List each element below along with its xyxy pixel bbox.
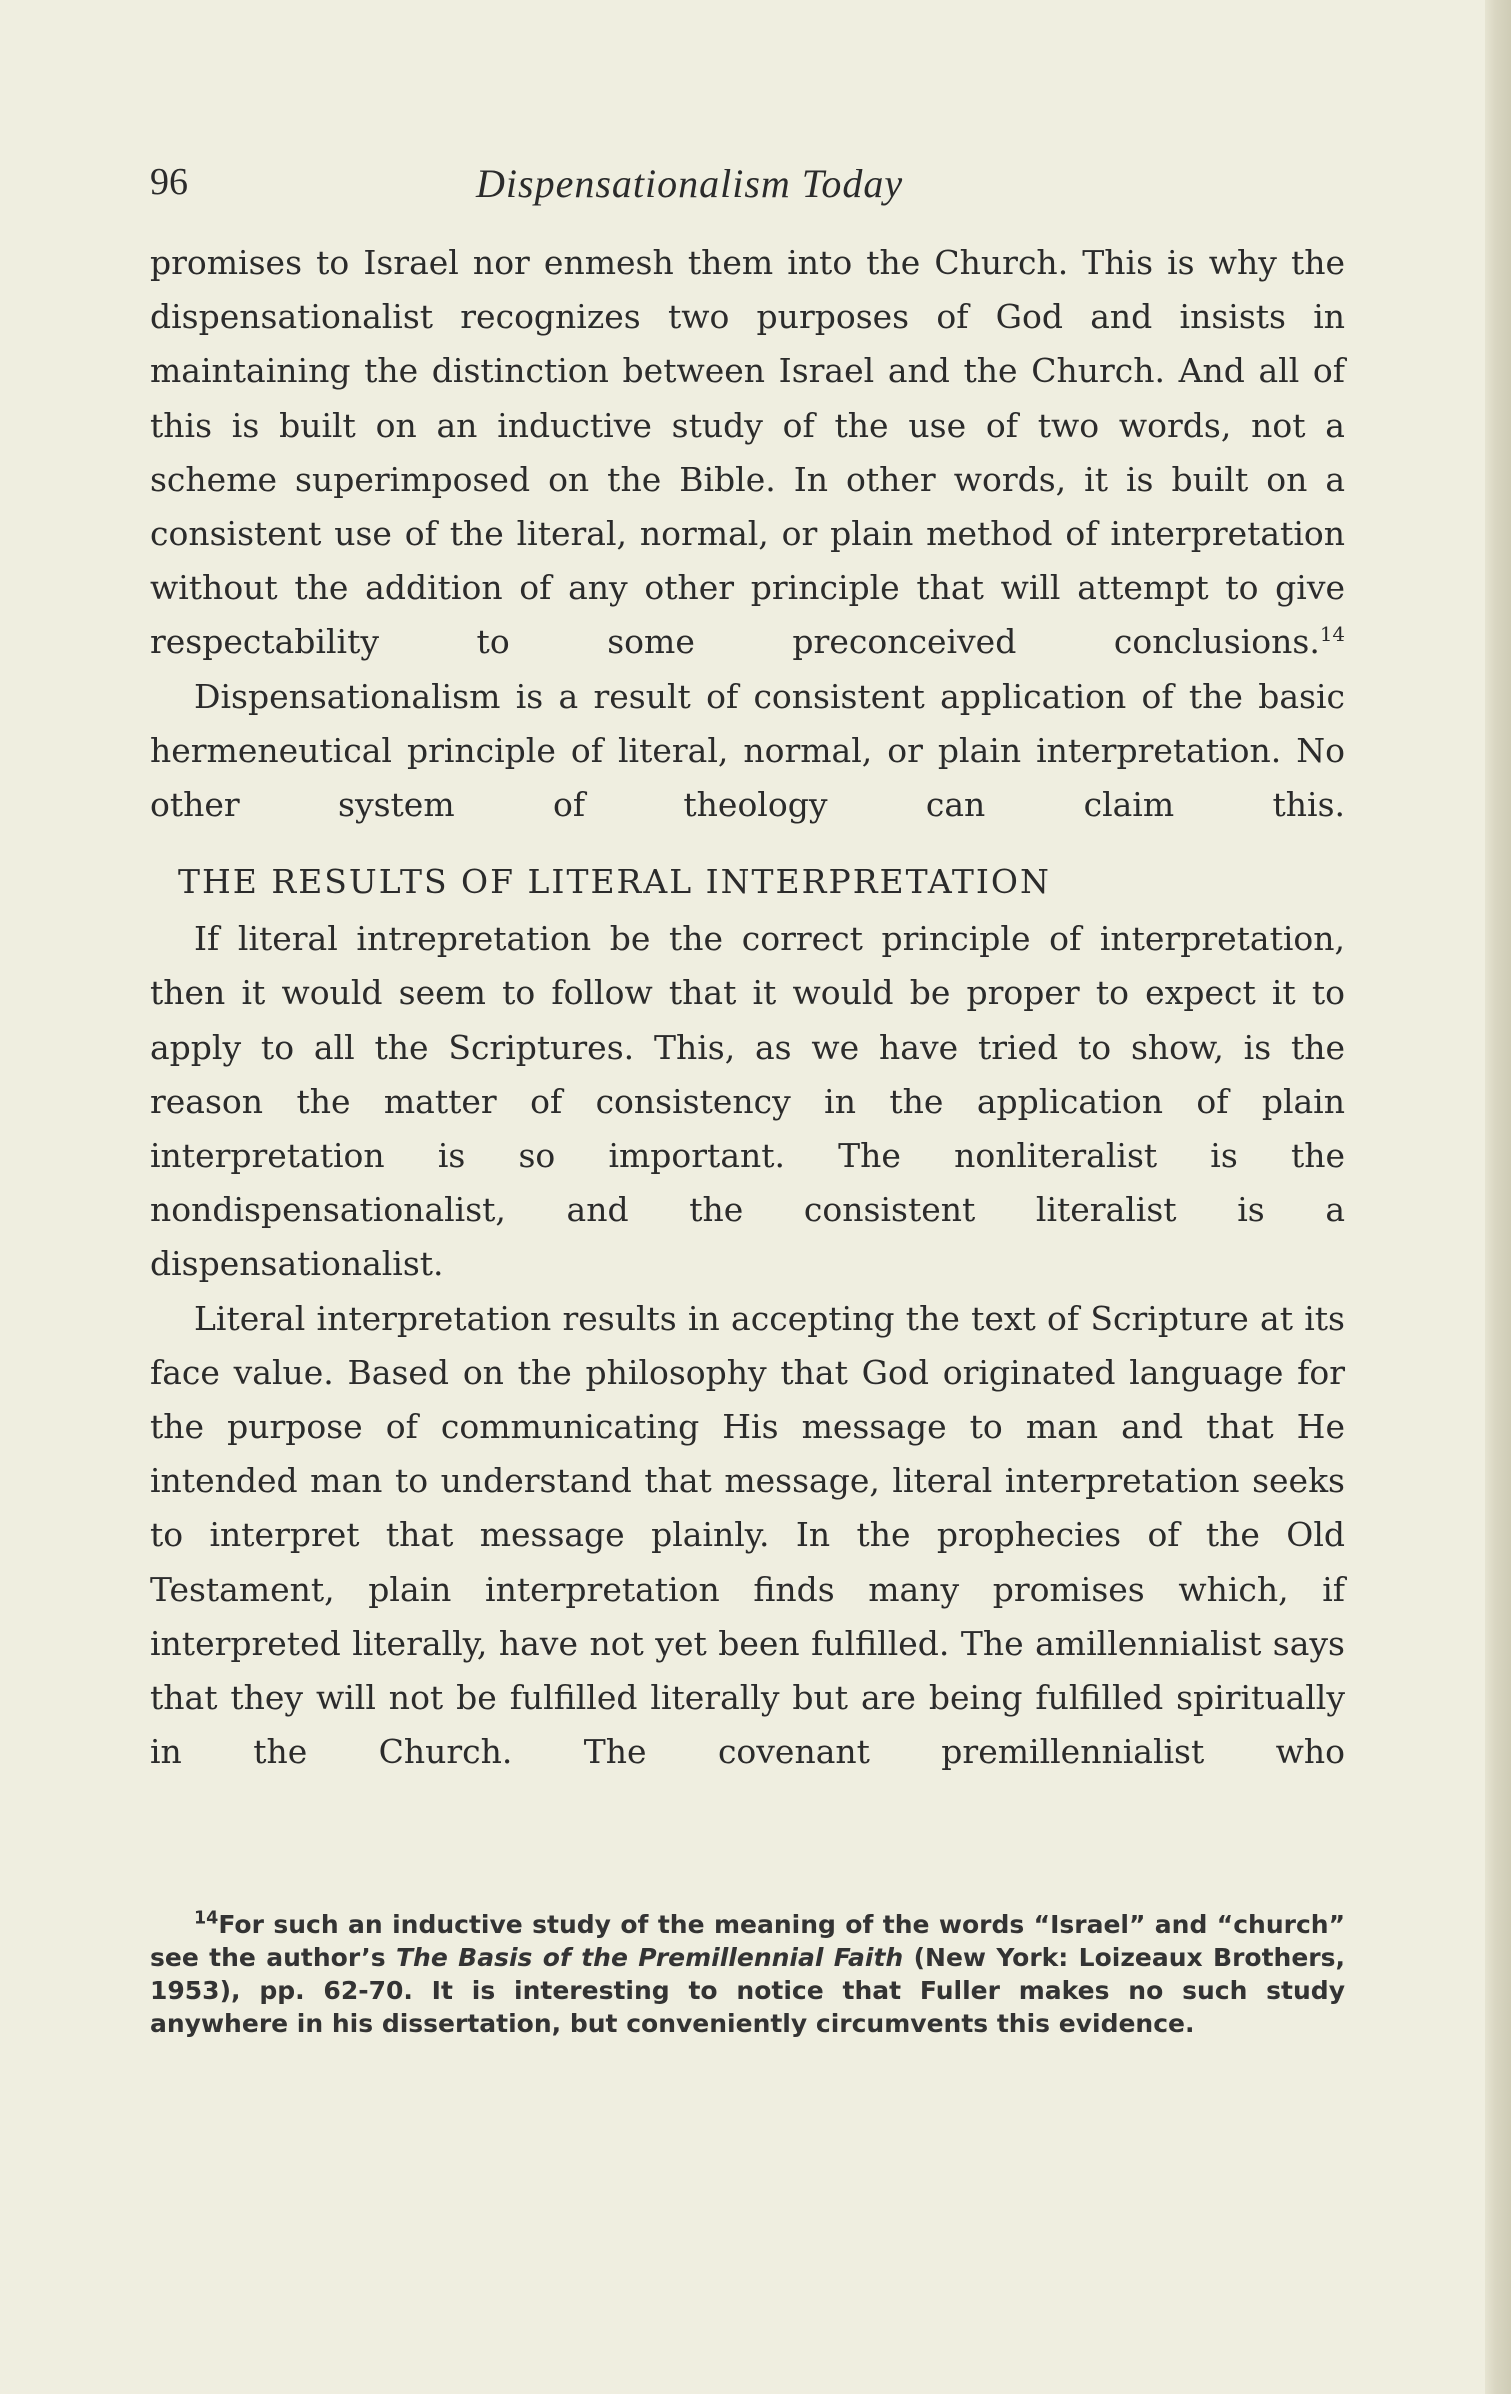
footnote: [150, 1908, 1345, 2040]
paragraph-dispensationalism: Dispensationalism is a result of consistent application of the basic hermeneutical principle of literal, normal, or plain interpretation. No other system of theology can claim this.: [150, 676, 1345, 825]
book-title: Dispensationalism Today: [476, 161, 904, 206]
body-text: [150, 236, 1345, 1779]
footnote-reference: 14: [1319, 623, 1345, 647]
footnote-text-after: (New York: Loizeaux Brothers, 1953), pp. 62-70. It is interesting to notice that Fuller makes no such study anywhere in his dissertation, but conveniently circumvents this evidence.: [150, 1943, 1345, 2038]
running-head: [150, 160, 1350, 220]
paragraph-literal-interpretation: If literal intrepretation be the correct principle of interpretation, then it would seem to follow that it would be proper to expect it to apply to all the Scriptures. This, as we have tried to show, is the reason the matter of consistency in the application of plain interpretation is so important. The nonliteralist is the nondispensationalist, and the consistent literalist is a dispensationalist.: [150, 919, 1345, 1284]
paragraph-literal-results: Literal interpretation results in accepting the text of Scripture at its face value. Based on the philosophy that God originated language for the purpose of communicating His message to man and that He intended man to understand that message, literal interpretation seeks to interpret that message plainly. In the prophecies of the Old Testament, plain interpretation finds many promises which, if interpreted literally, have not yet been fulfilled. The amillennialist says that they will not be fulfilled literally but are being fulfilled spiritually in the Church. The covenant premillennialist who: [150, 1298, 1345, 1772]
footnote-text-before: For such an inductive study of the meaning of the words “Israel” and “church” see the author’s: [150, 1910, 1345, 1972]
page-number: 96: [150, 161, 188, 203]
footnote-work-title: The Basis of the Premillennial Faith: [395, 1943, 904, 1972]
page-edge-shadow: [1485, 0, 1511, 2394]
section-heading: THE RESULTS OF LITERAL INTERPRETATION: [178, 862, 1051, 902]
paragraph-continued-text: promises to Israel nor enmesh them into the Church. This is why the dispensationalist recognizes two purposes of God and insists in maintaining the distinction between Israel and the Church. And all of this is built on an inductive study of the use of two words, not a scheme superimposed on the Bible. In other words, it is built on a consistent use of the literal, normal, or plain method of interpretation without the addition of any other principle that will attempt to give respectability to some preconceived conclusions.: [150, 243, 1345, 662]
paragraph-continued: [150, 236, 1345, 670]
footnote-number: 14: [194, 1908, 219, 1929]
